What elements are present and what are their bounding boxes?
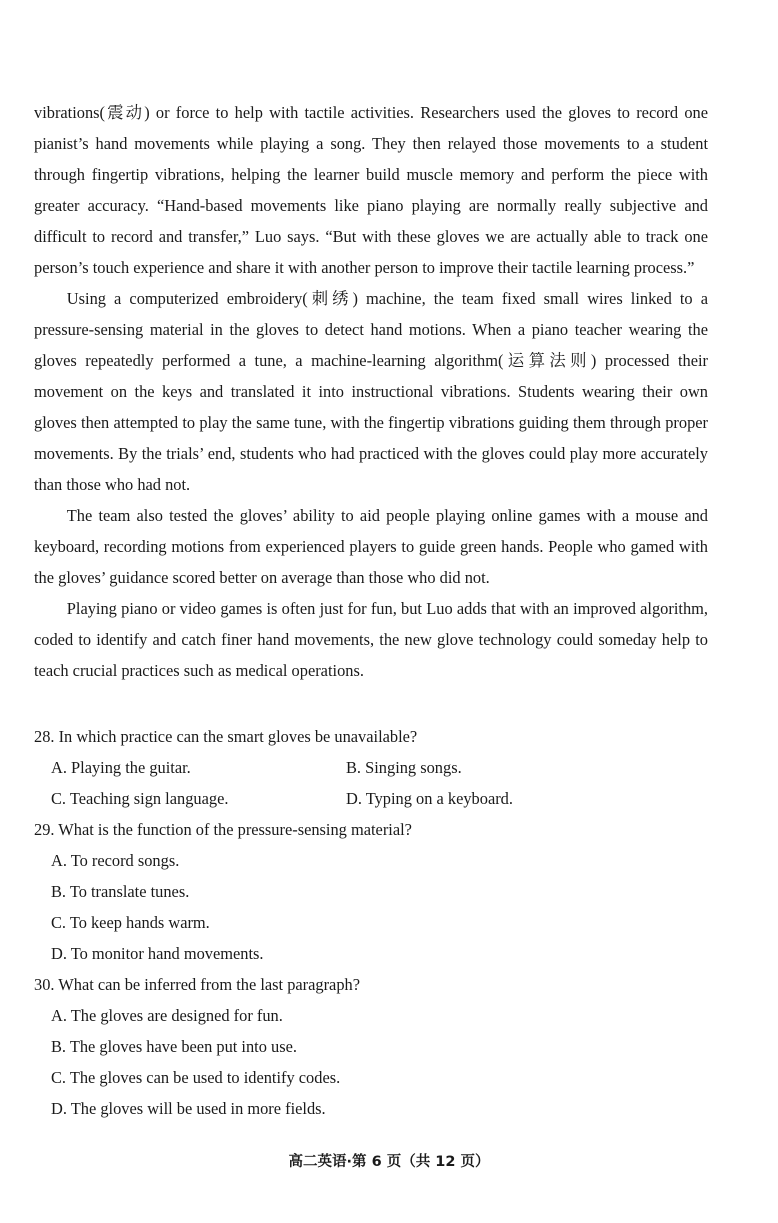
option-c: C. To keep hands warm.: [51, 913, 210, 932]
question-29: [34, 814, 708, 969]
question-28: [34, 721, 708, 814]
option-c: C. The gloves can be used to identify codes.: [51, 1068, 341, 1087]
option-d: D. The gloves will be used in more fields.: [51, 1099, 326, 1118]
questions-section: [34, 721, 708, 1124]
question-stem: 28. In which practice can the smart gloves be unavailable?: [34, 727, 418, 746]
paragraph-2: Using a computerized embroidery(刺绣) machine, the team fixed small wires linked to a pressure-sensing material in the gloves to detect hand motions. When a piano teacher wearing the gloves repeatedly performed a tune, a machine-learning algorithm(运算法则) processed their movement on the keys and translated it into instructional vibrations. Students wearing their own gloves then attempted to play the same tune, with the fingertip vibrations guiding them through proper movements. By the trials’ end, students who had practiced with the gloves could play more accurately than those who had not.: [34, 289, 708, 494]
page-footer: 高二英语·第 6 页（共 12 页）: [288, 1154, 490, 1170]
option-c: C. Teaching sign language.: [51, 789, 229, 808]
option-b: B. To translate tunes.: [51, 882, 190, 901]
option-a: A. The gloves are designed for fun.: [51, 1006, 283, 1025]
option-a: A. Playing the guitar.: [51, 758, 191, 777]
question-stem: 30. What can be inferred from the last paragraph?: [34, 975, 360, 994]
reading-passage: [34, 97, 708, 686]
option-d: D. Typing on a keyboard.: [346, 789, 513, 808]
option-a: A. To record songs.: [51, 851, 180, 870]
option-d: D. To monitor hand movements.: [51, 944, 264, 963]
paragraph-3: The team also tested the gloves’ ability to aid people playing online games with a mouse and keyboard, recording motions from experienced players to guide green hands. People who gamed with the gloves’ guidance scored better on average than those who did not.: [34, 506, 708, 587]
option-row: [34, 783, 708, 814]
question-30: [34, 969, 708, 1124]
option-row: [34, 752, 708, 783]
option-b: B. Singing songs.: [346, 758, 462, 777]
paragraph-1: vibrations(震动) or force to help with tactile activities. Researchers used the gloves to record one pianist’s hand movements while playing a song. They then relayed those movements to a student through fingertip vibrations, helping the learner build muscle memory and perform the piece with greater accuracy. “Hand-based movements like piano playing are normally really subjective and difficult to record and transfer,” Luo says. “But with these gloves we are actually able to track one person’s touch experience and share it with another person to improve their tactile learning process.”: [34, 103, 708, 277]
option-b: B. The gloves have been put into use.: [51, 1037, 297, 1056]
paragraph-4: Playing piano or video games is often just for fun, but Luo adds that with an improved algorithm, coded to identify and catch finer hand movements, the new glove technology could someday help to teach crucial practices such as medical operations.: [34, 599, 708, 680]
question-stem: 29. What is the function of the pressure-sensing material?: [34, 820, 412, 839]
